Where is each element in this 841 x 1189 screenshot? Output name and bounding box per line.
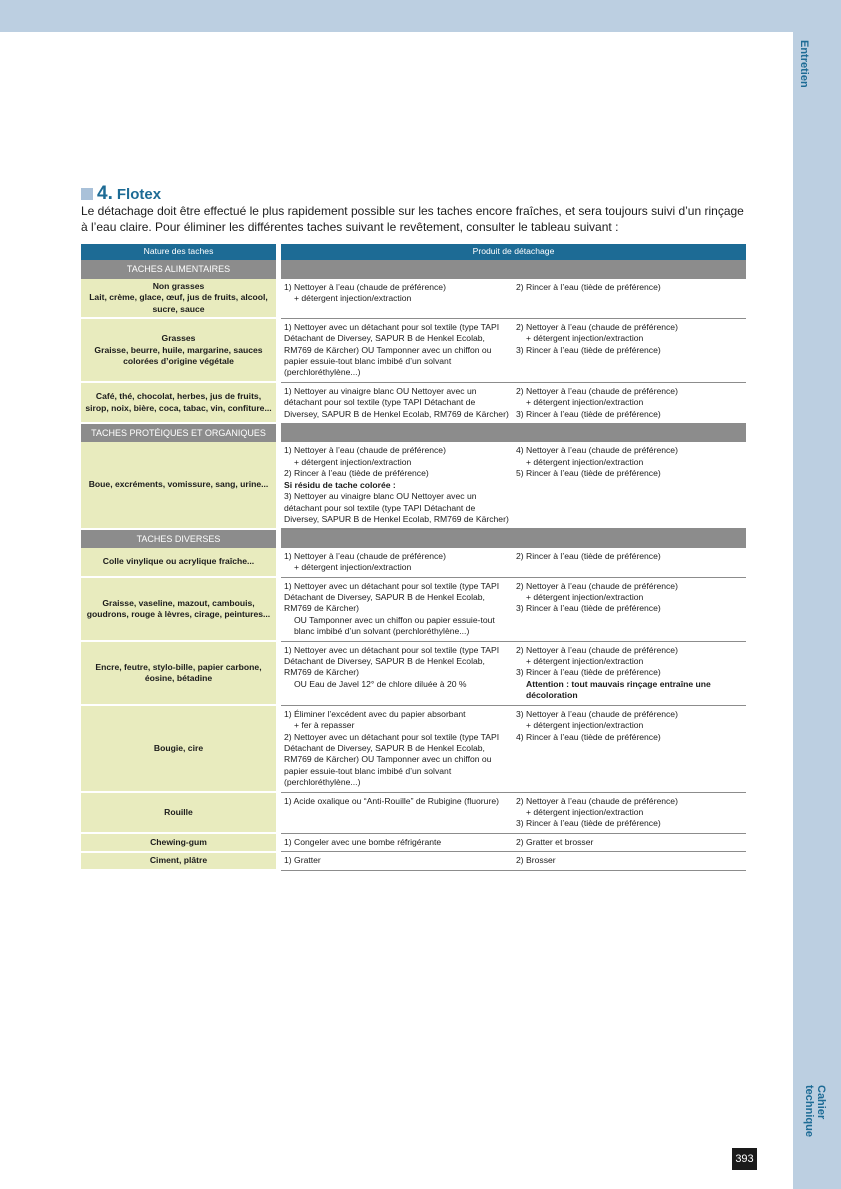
stain-nature-title: Encre, feutre, stylo-bille, papier carbone, éosine, bétadine bbox=[95, 661, 262, 684]
step-line: 2) Gratter et brosser bbox=[516, 836, 594, 847]
table-body bbox=[81, 260, 746, 870]
top-band bbox=[0, 0, 841, 32]
table-row bbox=[81, 705, 746, 792]
step-line: 3) Rincer à l’eau (tiède de préférence) bbox=[516, 818, 661, 829]
treatment-steps-2 bbox=[513, 548, 746, 577]
step-line: 2) Brosser bbox=[516, 855, 556, 866]
step-line: 2) Nettoyer à l’eau (chaude de préférence) bbox=[516, 644, 678, 655]
step-line: 1) Nettoyer à l’eau (chaude de préférence) bbox=[284, 282, 446, 292]
stain-nature-title: Boue, excréments, vomissure, sang, urine... bbox=[88, 479, 269, 490]
stain-nature-title: Bougie, cire bbox=[153, 742, 204, 753]
category-label: TACHES PROTÉIQUES ET ORGANIQUES bbox=[81, 423, 276, 442]
treatment-steps-1 bbox=[281, 279, 513, 318]
category-row bbox=[81, 260, 746, 279]
stain-nature bbox=[81, 318, 276, 382]
treatment-steps-1 bbox=[281, 382, 513, 423]
treatment-steps-2 bbox=[513, 833, 746, 851]
stain-nature-detail: Lait, crème, glace, œuf, jus de fruits, alcool, sucre, sauce bbox=[89, 292, 268, 314]
step-line: 3) Nettoyer au vinaigre blanc OU Nettoyer avec un détachant pour sol textile (type TAPI Détachant de Diversey, SAPUR B de Henkel Ecolab, RM769 de Kärcher) bbox=[284, 491, 509, 524]
treatment-steps-1 bbox=[281, 641, 513, 705]
step-line: 3) Rincer à l’eau (tiède de préférence) bbox=[516, 408, 661, 419]
step-line: OU Tamponner avec un chiffon ou papier essuie-tout blanc imbibé d’un solvant (perchloréthylène...) bbox=[294, 614, 495, 637]
step-line: + détergent injection/extraction bbox=[526, 333, 644, 344]
step-line: 1) Congeler avec une bombe réfrigérante bbox=[284, 836, 442, 847]
treatment-steps-2 bbox=[513, 852, 746, 870]
treatment-steps-2 bbox=[513, 577, 746, 641]
step-line: 4) Nettoyer à l’eau (chaude de préférence) bbox=[516, 445, 678, 456]
step-line: + détergent injection/extraction bbox=[526, 456, 644, 467]
treatment-steps-1 bbox=[281, 792, 513, 833]
step-line: 2) Rincer à l’eau (tiède de préférence) bbox=[516, 550, 661, 561]
category-row bbox=[81, 529, 746, 548]
step-line: 1) Nettoyer à l’eau (chaude de préférence) bbox=[284, 445, 446, 456]
treatment-steps-2 bbox=[513, 382, 746, 423]
stain-nature-title: Grasses bbox=[161, 333, 196, 344]
table-row bbox=[81, 792, 746, 833]
stain-nature bbox=[81, 548, 276, 577]
treatment-steps-2 bbox=[513, 792, 746, 833]
step-line: 3) Rincer à l’eau (tiède de préférence) bbox=[516, 344, 661, 355]
stain-nature-title: Colle vinylique ou acrylique fraîche... bbox=[102, 556, 255, 567]
table-row bbox=[81, 442, 746, 528]
table-row bbox=[81, 641, 746, 705]
stain-nature-title: Chewing-gum bbox=[150, 836, 207, 847]
step-line: + détergent injection/extraction bbox=[294, 562, 412, 573]
treatment-steps-2 bbox=[513, 279, 746, 318]
stain-removal-table bbox=[81, 244, 746, 871]
table-row bbox=[81, 279, 746, 318]
step-line: 2) Rincer à l’eau (tiède de préférence) bbox=[284, 468, 429, 479]
treatment-steps-1 bbox=[281, 548, 513, 577]
stain-nature bbox=[81, 279, 276, 318]
stain-nature bbox=[81, 641, 276, 705]
table-row bbox=[81, 852, 746, 870]
side-band bbox=[793, 0, 841, 1189]
step-line: 2) Nettoyer à l’eau (chaude de préférence) bbox=[516, 385, 678, 396]
treatment-steps-1 bbox=[281, 833, 513, 851]
step-line: 5) Rincer à l’eau (tiède de préférence) bbox=[516, 468, 661, 479]
treatment-steps-1 bbox=[281, 442, 513, 528]
treatment-steps-1 bbox=[281, 852, 513, 870]
section-heading bbox=[81, 183, 161, 205]
step-line: + détergent injection/extraction bbox=[294, 456, 412, 467]
side-tab-cahier-label bbox=[803, 1085, 827, 1137]
step-line: 1) Gratter bbox=[284, 855, 321, 866]
table-header-row bbox=[81, 244, 746, 260]
step-line: 2) Rincer à l’eau (tiède de préférence) bbox=[516, 282, 661, 292]
stain-nature-title: Rouille bbox=[164, 806, 193, 817]
side-tab-entretien bbox=[798, 40, 828, 110]
step-line: 2) Nettoyer à l’eau (chaude de préférence) bbox=[516, 795, 678, 806]
step-line: + détergent injection/extraction bbox=[526, 592, 644, 603]
step-line: + fer à repasser bbox=[294, 720, 355, 731]
side-tab-cahier-line-1: Cahier bbox=[815, 1085, 827, 1120]
step-line: 1) Nettoyer avec un détachant pour sol textile (type TAPI Détachant de Diversey, SAPUR B de Henkel Ecolab, RM769 de Kärcher) OU Tamponner avec un chiffon ou papier essuie-tout blanc imbibé d’un solvant (perchloréthylène...) bbox=[284, 321, 500, 378]
step-line: 1) Nettoyer au vinaigre blanc OU Nettoyer avec un détachant pour sol textile (type TAPI Détachant de Diversey, SAPUR B de Henkel Ecolab, RM769 de Kärcher) bbox=[284, 385, 509, 419]
header-nature: Nature des taches bbox=[81, 244, 276, 260]
stain-nature-title: Ciment, plâtre bbox=[149, 855, 208, 866]
step-line: + détergent injection/extraction bbox=[294, 293, 412, 304]
step-line: 1) Acide oxalique ou “Anti-Rouille” de Rubigine (fluorure) bbox=[284, 795, 499, 806]
stain-nature-title: Café, thé, chocolat, herbes, jus de fruits, sirop, noix, bière, coca, tabac, vin, confiture... bbox=[85, 391, 272, 413]
step-line: 2) Nettoyer avec un détachant pour sol textile (type TAPI Détachant de Diversey, SAPUR B de Henkel Ecolab, RM769 de Kärcher) OU Tamponner avec un chiffon ou papier essuie-tout blanc imbibé d’un solvant (perchloréthylène...) bbox=[284, 731, 500, 788]
stain-nature bbox=[81, 705, 276, 792]
table-row bbox=[81, 833, 746, 851]
section-number: 4. bbox=[97, 183, 113, 204]
table-row bbox=[81, 577, 746, 641]
treatment-steps-2 bbox=[513, 641, 746, 705]
stain-nature-detail: Graisse, beurre, huile, margarine, sauces colorées d’origine végétale bbox=[94, 344, 263, 366]
table-row bbox=[81, 548, 746, 577]
page-number: 393 bbox=[732, 1148, 757, 1170]
step-line: 1) Nettoyer avec un détachant pour sol textile (type TAPI Détachant de Diversey, SAPUR B de Henkel Ecolab, RM769 de Kärcher) bbox=[284, 580, 500, 614]
treatment-steps-1 bbox=[281, 577, 513, 641]
table-row bbox=[81, 382, 746, 423]
step-line: 1) Nettoyer avec un détachant pour sol textile (type TAPI Détachant de Diversey, SAPUR B de Henkel Ecolab, RM769 de Kärcher) bbox=[284, 644, 500, 678]
stain-nature-title: Non grasses bbox=[152, 281, 205, 291]
section-square-icon bbox=[81, 188, 93, 200]
stain-nature bbox=[81, 833, 276, 851]
step-line: + détergent injection/extraction bbox=[526, 720, 644, 731]
side-tab-entretien-label: Entretien bbox=[798, 40, 810, 88]
step-line: 4) Rincer à l’eau (tiède de préférence) bbox=[516, 731, 661, 742]
category-row bbox=[81, 423, 746, 442]
step-line: 3) Rincer à l’eau (tiède de préférence) bbox=[516, 603, 661, 614]
intro-paragraph: Le détachage doit être effectué le plus rapidement possible sur les taches encore fraîches, et sera toujours suivi d’un rinçage à l’eau claire. Pour éliminer les différentes taches suivant le revêtement, consulter le tableau suivant : bbox=[81, 204, 744, 234]
step-line: Attention : tout mauvais rinçage entraîne une décoloration bbox=[526, 678, 711, 701]
side-tab-cahier-technique bbox=[802, 1085, 836, 1145]
treatment-steps-2 bbox=[513, 318, 746, 382]
category-label: TACHES ALIMENTAIRES bbox=[81, 260, 276, 279]
stain-nature bbox=[81, 442, 276, 528]
treatment-steps-2 bbox=[513, 442, 746, 528]
side-tab-cahier-line-2: technique bbox=[803, 1085, 815, 1137]
step-line: 2) Nettoyer à l’eau (chaude de préférence) bbox=[516, 580, 678, 591]
stain-nature bbox=[81, 792, 276, 833]
step-line: 3) Nettoyer à l’eau (chaude de préférence) bbox=[516, 708, 678, 719]
step-line: + détergent injection/extraction bbox=[526, 656, 644, 667]
step-line: 2) Nettoyer à l’eau (chaude de préférence) bbox=[516, 321, 678, 332]
step-line: + détergent injection/extraction bbox=[526, 397, 644, 408]
step-line: 1) Éliminer l’excédent avec du papier absorbant bbox=[284, 708, 466, 719]
stain-nature bbox=[81, 382, 276, 423]
category-label: TACHES DIVERSES bbox=[81, 529, 276, 548]
stain-nature bbox=[81, 577, 276, 641]
step-line: + détergent injection/extraction bbox=[526, 806, 644, 817]
stain-nature bbox=[81, 852, 276, 870]
header-produit: Produit de détachage bbox=[281, 244, 746, 260]
step-line: 3) Rincer à l’eau (tiède de préférence) bbox=[516, 667, 661, 678]
table-row bbox=[81, 318, 746, 382]
step-line: Si résidu de tache colorée : bbox=[284, 479, 396, 490]
step-line: OU Eau de Javel 12° de chlore diluée à 20 % bbox=[294, 678, 467, 689]
section-title: Flotex bbox=[116, 186, 162, 203]
stain-nature-title: Graisse, vaseline, mazout, cambouis, goudrons, rouge à lèvres, cirage, peintures... bbox=[86, 597, 271, 620]
step-line: 1) Nettoyer à l’eau (chaude de préférence) bbox=[284, 550, 446, 561]
treatment-steps-2 bbox=[513, 705, 746, 792]
treatment-steps-1 bbox=[281, 318, 513, 382]
treatment-steps-1 bbox=[281, 705, 513, 792]
